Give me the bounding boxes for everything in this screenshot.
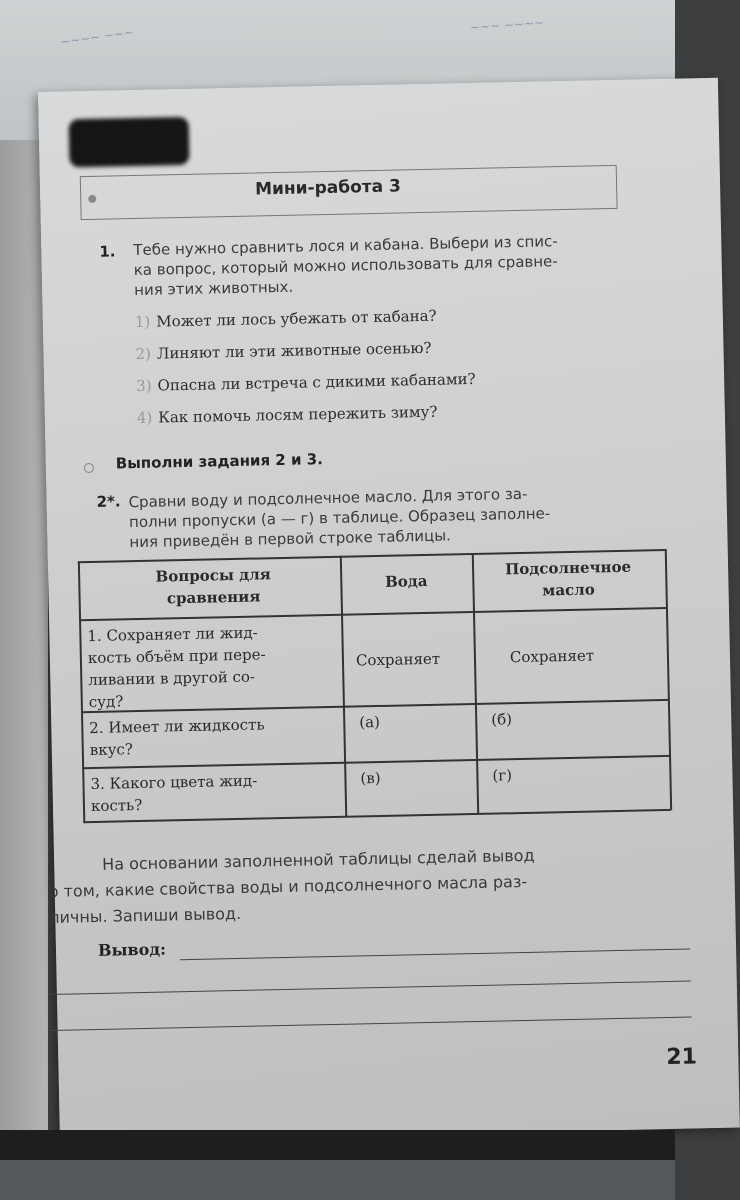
comparison-table <box>78 549 671 823</box>
table-cell-question: 3. Какого цвета жид- <box>90 771 258 794</box>
table-border <box>665 549 672 810</box>
task1-option[interactable] <box>136 370 476 395</box>
table-cell-oil-blank[interactable]: (г) <box>492 766 513 785</box>
table-cell-question: кость? <box>90 795 143 816</box>
table-cell-water: Сохраняет <box>355 649 441 670</box>
task1-option[interactable] <box>135 339 431 363</box>
answer-line[interactable] <box>49 981 691 995</box>
page-edge-shadow <box>0 140 48 1140</box>
table-header-water: Вода <box>384 571 428 591</box>
option-number: 3) <box>135 376 152 396</box>
task2-text-line: ния приведён в первой строке таблицы. <box>129 526 452 552</box>
redaction-mark <box>69 117 190 168</box>
notebook-handwriting: ~~~ ~~~~ <box>469 15 545 35</box>
task1-number: 1. <box>99 242 116 261</box>
option-text: Может ли лось убежать от кабана? <box>156 306 437 331</box>
section-heading: Выполни задания 2 и 3. <box>115 450 324 473</box>
header-bullet-icon <box>88 195 96 203</box>
background-floor <box>0 1160 675 1200</box>
table-cell-question: 2. Имеет ли жидкость <box>89 715 265 738</box>
page-title: Мини-работа 3 <box>254 176 402 200</box>
task1-text-line: Тебе нужно сравнить лося и кабана. Выбери из спис- <box>133 232 558 260</box>
table-cell-question: ливании в другой со- <box>88 667 256 690</box>
table-border <box>78 561 85 822</box>
table-cell-water-blank[interactable]: (а) <box>359 712 381 732</box>
table-header-oil: Подсолнечное масло <box>504 557 632 600</box>
table-cell-question: 1. Сохраняет ли жид- <box>87 623 258 646</box>
task2-text-line: полни пропуски (а — г) в таблице. Образец заполне- <box>128 504 551 532</box>
task1-option[interactable] <box>135 307 437 331</box>
conclusion-text-line: На основании заполненной таблицы сделай вывод <box>101 845 535 874</box>
table-border <box>83 809 671 823</box>
task1-option[interactable] <box>137 403 438 427</box>
task2-number: 2*. <box>96 492 121 511</box>
table-cell-oil: Сохраняет <box>509 646 595 667</box>
option-number: 4) <box>136 408 153 427</box>
table-cell-question: вкус? <box>89 740 134 760</box>
option-number: 2) <box>135 344 152 364</box>
table-border <box>472 553 479 814</box>
workbook-page <box>38 78 740 1142</box>
notebook-handwriting: ~~~~ ~~~ <box>59 24 135 50</box>
option-text: Опасна ли встреча с дикими кабанами? <box>157 369 476 395</box>
conclusion-text-line: о том, какие свойства воды и подсолнечного масла раз- <box>48 871 528 901</box>
answer-line[interactable] <box>180 949 690 961</box>
task2-text-line: Сравни воду и подсолнечное масло. Для этого за- <box>128 484 528 512</box>
table-border <box>340 556 347 817</box>
option-text: Как помочь лосям пережить зиму? <box>158 402 438 427</box>
task1-text-line: ния этих животных. <box>133 277 294 300</box>
table-cell-water-blank[interactable]: (в) <box>360 768 381 788</box>
task1-text-line: ка вопрос, который можно использовать для сравне- <box>133 252 558 280</box>
conclusion-label: Вывод: <box>97 939 167 960</box>
page-number: 21 <box>666 1044 698 1071</box>
section-bullet-icon <box>84 463 94 473</box>
option-number: 1) <box>134 312 151 332</box>
table-header-questions: Вопросы для сравнения <box>155 565 271 608</box>
table-cell-question: кость объём при пере- <box>87 645 266 668</box>
option-text: Линяют ли эти животные осенью? <box>156 338 432 363</box>
answer-line[interactable] <box>50 1017 692 1031</box>
table-cell-question: суд? <box>88 692 124 712</box>
table-cell-oil-blank[interactable]: (б) <box>491 710 513 729</box>
conclusion-text-line: личны. Запиши вывод. <box>49 903 242 927</box>
